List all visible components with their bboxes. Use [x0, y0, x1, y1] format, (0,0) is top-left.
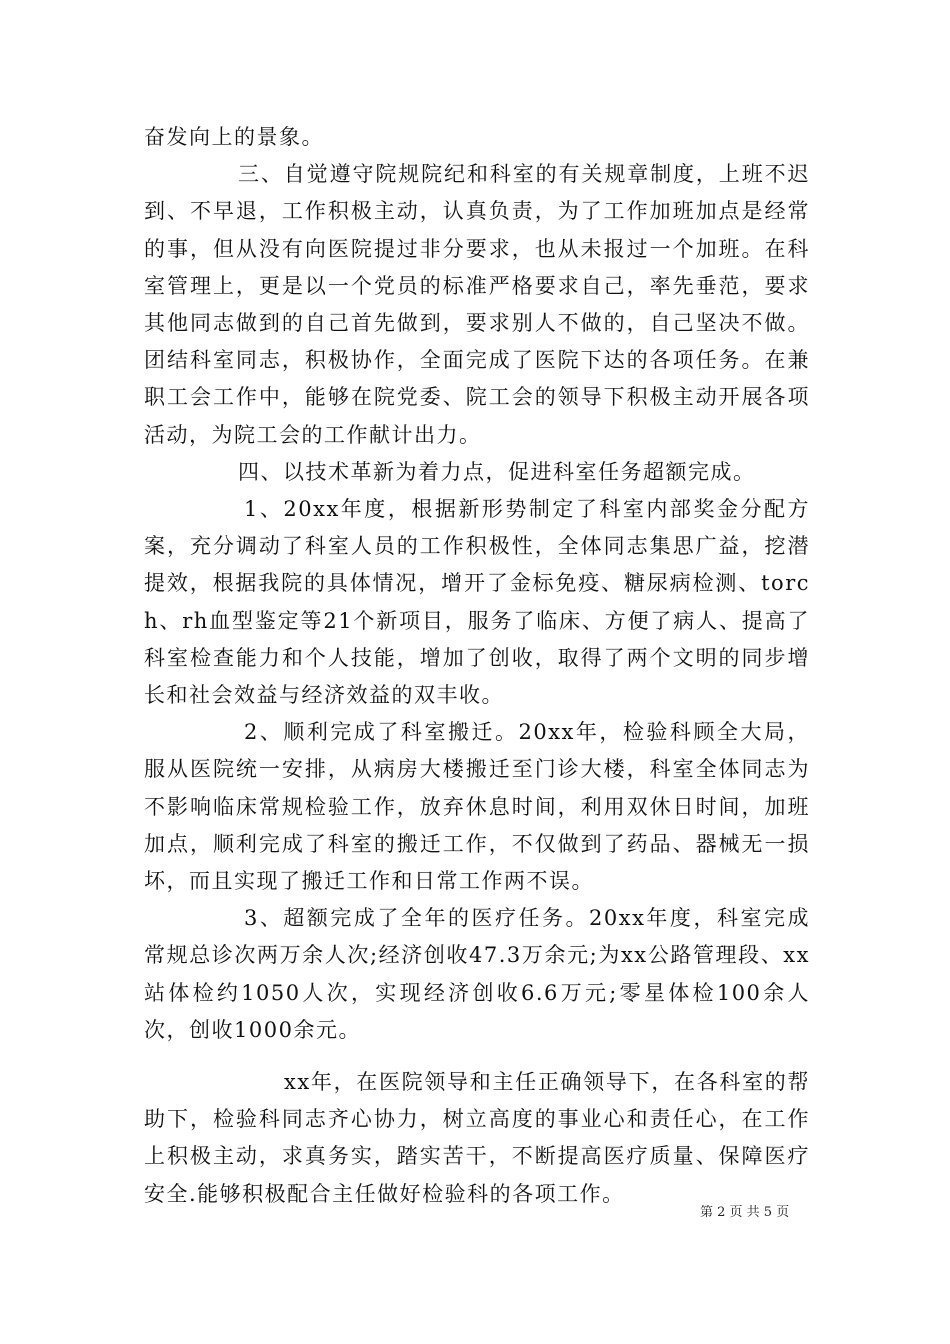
- document-body: [144, 119, 810, 1213]
- paragraph-item-three: 3、超额完成了全年的医疗任务。20xx年度，科室完成常规总诊次两万余人次;经济创收47.3万余元;为xx公路管理段、xx站体检约1050人次，实现经济创收6.6万元;零星体检100余人次，创收1000余元。: [144, 906, 810, 1042]
- paragraph-item-two: 2、顺利完成了科室搬迁。20xx年，检验科顾全大局，服从医院统一安排，从病房大楼搬迁至门诊大楼，科室全体同志为不影响临床常规检验工作，放弃休息时间，利用双休日时间，加班加点，顺利完成了科室的搬迁工作，不仅做到了药品、器械无一损坏，而且实现了搬迁工作和日常工作两不误。: [144, 720, 810, 894]
- paragraph-section-four-heading: 四、以技术革新为着力点，促进科室任务超额完成。: [238, 459, 756, 484]
- paragraph-item-one: 1、20xx年度，根据新形势制定了科室内部奖金分配方案，充分调动了科室人员的工作积极性，全体同志集思广益，挖潜提效，根据我院的具体情况，增开了金标免疫、糖尿病检测、torch、rh血型鉴定等21个新项目，服务了临床、方便了病人、提高了科室检查能力和个人技能，增加了创收，取得了两个文明的同步增长和社会效益与经济效益的双丰收。: [144, 497, 810, 708]
- paragraph-summary: xx年，在医院领导和主任正确领导下，在各科室的帮助下，检验科同志齐心协力，树立高度的事业心和责任心，在工作上积极主动，求真务实，踏实苦干，不断提高医疗质量、保障医疗安全.能够积极配合主任做好检验科的各项工作。: [144, 1070, 810, 1206]
- page-number-footer: 第 2 页 共 5 页: [700, 1205, 790, 1220]
- paragraph-continuation: 奋发向上的景象。: [144, 125, 324, 149]
- paragraph-section-three: 三、自觉遵守院规院纪和科室的有关规章制度，上班不迟到、不早退，工作积极主动，认真负责，为了工作加班加点是经常的事，但从没有向医院提过非分要求，也从未报过一个加班。在科室管理上，更是以一个党员的标准严格要求自己，率先垂范，要求其他同志做到的自己首先做到，要求别人不做的，自己坚决不做。团结科室同志，积极协作，全面完成了医院下达的各项任务。在兼职工会工作中，能够在院党委、院工会的领导下积极主动开展各项活动，为院工会的工作献计出力。: [144, 162, 810, 447]
